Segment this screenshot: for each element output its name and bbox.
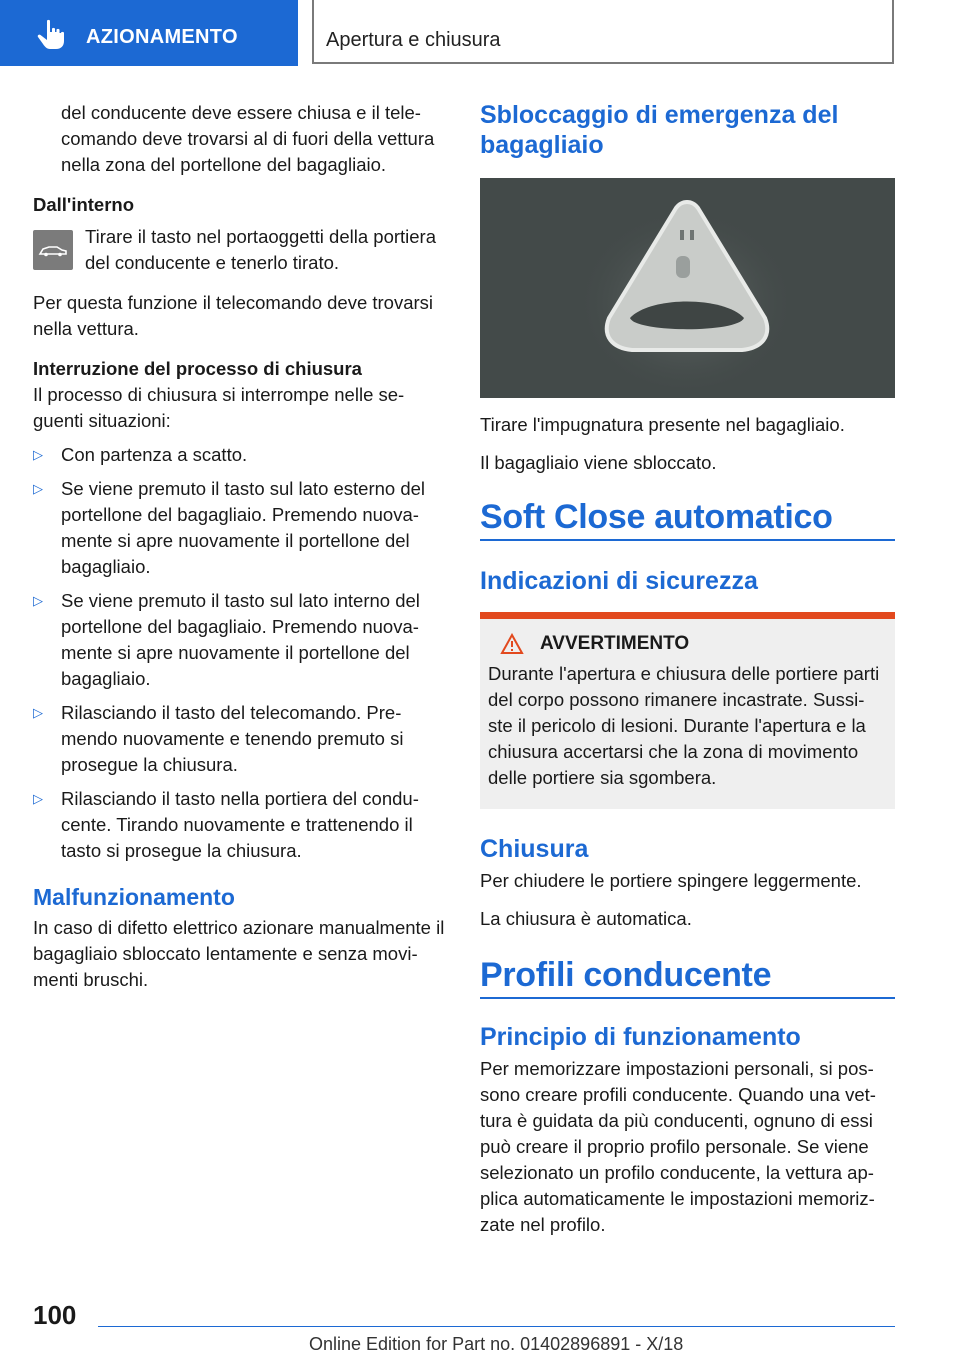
list-item: ▷ Se viene premuto il tasto sul lato esterno del portellone del bagagliaio. Premendo nuova‐ mente si apre nuovamente il portellone del bagagliaio. <box>33 478 426 577</box>
warning-triangle-icon <box>500 633 524 655</box>
inside-heading: Dall'interno <box>33 194 135 215</box>
closing-heading: Chiusura <box>480 835 589 863</box>
bullet-triangle-icon: ▷ <box>33 447 43 462</box>
interrupt-intro: Il processo di chiusura si interrompe nelle se‐ guenti situazioni: <box>33 384 405 431</box>
inside-text: Tirare il tasto nel portaoggetti della portiera del conducente e tenerlo tirato. <box>85 226 437 273</box>
footer-divider <box>98 1326 895 1327</box>
warning-title: AVVERTIMENTO <box>540 633 690 654</box>
closing-text-2: La chiusura è automatica. <box>480 908 692 929</box>
hand-pointer-icon <box>34 18 68 52</box>
section-tab[interactable] <box>0 0 298 66</box>
emergency-text-1: Tirare l'impugnatura presente nel bagagliaio. <box>480 414 845 435</box>
page-number: 100 <box>33 1300 77 1330</box>
warning-title-row <box>488 633 887 655</box>
chapter-header <box>312 0 894 64</box>
trunk-handle-image <box>480 178 895 398</box>
emergency-text-2: Il bagagliaio viene sbloccato. <box>480 452 717 473</box>
profiles-title: Profili conducente <box>480 956 772 994</box>
list-item: ▷ Rilasciando il tasto nella portiera del condu‐ cente. Tirando nuovamente e trattenendo il tasto si prosegue la chiusura. <box>33 788 419 861</box>
profiles-title-block <box>480 956 895 999</box>
right-column <box>480 100 895 1238</box>
bullet-triangle-icon: ▷ <box>33 481 43 496</box>
interrupt-list <box>33 442 445 864</box>
principle-text: Per memorizzare impostazioni personali, si pos‐ sono creare profili conducente. Quando una vet‐ tura è guidata da più conducenti, ognuno di essi può creare il proprio profilo personale. Se viene selezionato un profilo conducente, la vettura ap‐ plica automaticamente le impostazioni memoriz‐ zate nel profilo. <box>480 1058 876 1235</box>
left-column <box>33 100 445 993</box>
emergency-heading: Sbloccaggio di emergenza del bagagliaio <box>480 101 839 159</box>
softclose-title: Soft Close automatico <box>480 498 833 536</box>
malfunction-heading: Malfunzionamento <box>33 884 235 910</box>
bullet-triangle-icon: ▷ <box>33 705 43 720</box>
softclose-title-block <box>480 498 895 541</box>
closing-text-1: Per chiudere le portiere spingere leggermente. <box>480 870 862 891</box>
principle-heading: Principio di funzionamento <box>480 1023 801 1051</box>
section-title: AZIONAMENTO <box>86 26 238 48</box>
continued-paragraph: del conducente deve essere chiusa e il tele‐ comando deve trovarsi al di fuori della vettura nella zona del portellone del bagagliaio. <box>61 102 435 175</box>
car-trunk-icon <box>33 230 73 270</box>
safety-heading: Indicazioni di sicurezza <box>480 567 758 595</box>
malfunction-text: In caso di difetto elettrico azionare manualmente il bagagliaio sbloccato lentamente e senza movi‐ menti bruschi. <box>33 917 445 990</box>
warning-box <box>480 612 895 809</box>
bullet-triangle-icon: ▷ <box>33 593 43 608</box>
list-item: ▷ Se viene premuto il tasto sul lato interno del portellone del bagagliaio. Premendo nuova‐ mente si apre nuovamente il portellone del bagagliaio. <box>33 590 420 689</box>
interrupt-heading: Interruzione del processo di chiusura <box>33 358 362 379</box>
warning-text: Durante l'apertura e chiusura delle portiere parti del corpo possono rimanere incastrate. Sussi‐ ste il pericolo di lesioni. Durante l'apertura e la chiusura accertarsi che la zona di movimento delle portiere sia sgombera. <box>488 663 880 788</box>
chapter-title: Apertura e chiusura <box>326 29 501 51</box>
warning-bar <box>480 612 895 619</box>
inside-instruction <box>33 224 445 276</box>
list-item: ▷ Con partenza a scatto. <box>33 442 445 468</box>
list-item: ▷ Rilasciando il tasto del telecomando. Pre‐ mendo nuovamente e tenendo premuto si prosegue la chiusura. <box>33 702 404 775</box>
remote-note: Per questa funzione il telecomando deve trovarsi nella vettura. <box>33 292 434 339</box>
edition-note: Online Edition for Part no. 01402896891 - X/18 <box>309 1334 684 1354</box>
bullet-triangle-icon: ▷ <box>33 791 43 806</box>
